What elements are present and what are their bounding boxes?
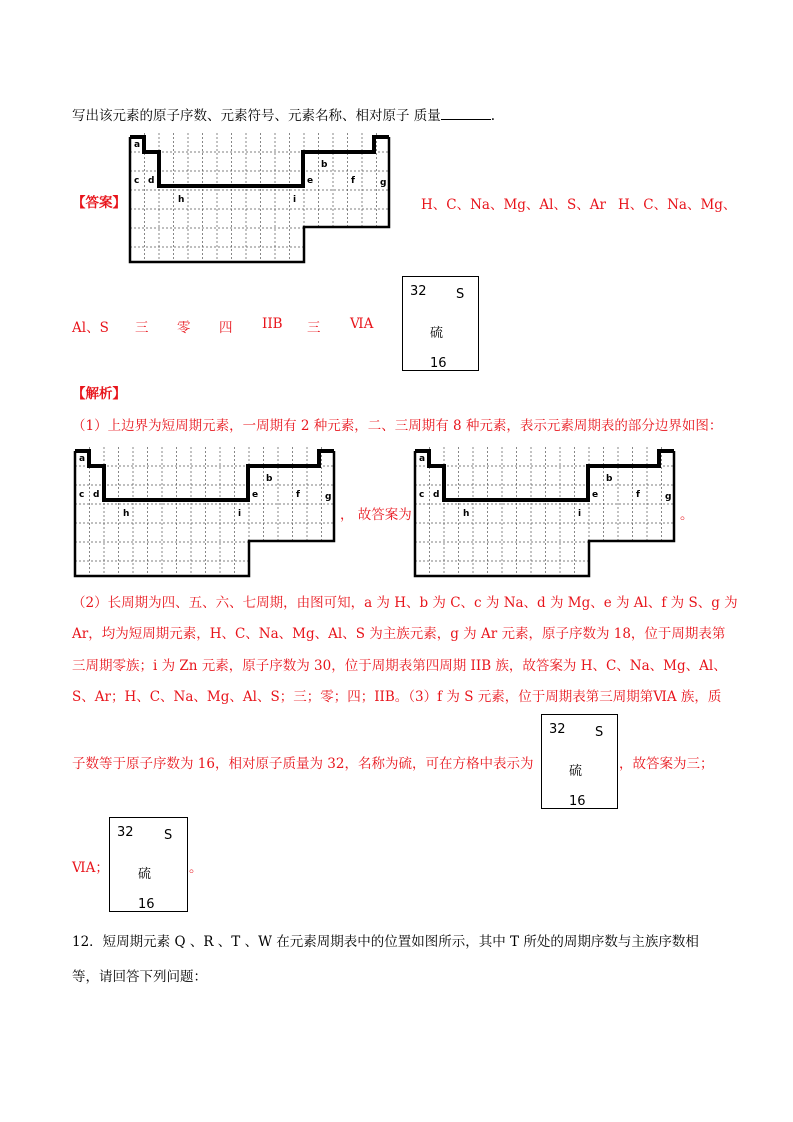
element-mass: 32 bbox=[549, 722, 566, 737]
element-label-f: f bbox=[296, 490, 300, 500]
analysis-p1-end: 。 bbox=[680, 507, 694, 523]
element-symbol: S bbox=[164, 828, 173, 843]
element-label-a: a bbox=[419, 454, 426, 464]
element-label-h: h bbox=[178, 195, 185, 205]
periodic-table-diagram bbox=[413, 445, 676, 578]
element-label-h: h bbox=[123, 509, 130, 519]
question-text: 写出该元素的原子序数、元素符号、元素名称、相对原子 质量 bbox=[72, 108, 441, 124]
periodic-table-svg bbox=[128, 131, 391, 264]
element-label-c: c bbox=[79, 490, 85, 500]
element-label-e: e bbox=[592, 490, 599, 500]
question-line bbox=[72, 104, 495, 124]
answer-item-6: 三 bbox=[307, 320, 321, 336]
element-name: 硫 bbox=[569, 764, 583, 779]
element-label-i: i bbox=[293, 195, 297, 205]
periodic-table-diagram bbox=[128, 131, 391, 264]
element-label-b: b bbox=[266, 474, 273, 484]
element-label-i: i bbox=[578, 509, 582, 519]
periodic-table-svg bbox=[413, 445, 676, 578]
element-label-d: d bbox=[148, 176, 155, 186]
answer-item-2: 三 bbox=[135, 320, 149, 336]
element-label-g: g bbox=[665, 492, 672, 502]
element-label-d: d bbox=[433, 490, 440, 500]
periodic-table-svg bbox=[73, 445, 336, 578]
element-label-c: c bbox=[134, 176, 140, 186]
analysis-label: 【解析】 bbox=[72, 386, 126, 402]
analysis-p2-line5: 子数等于原子序数为 16，相对原子质量为 32，名称为硫，可在方格中表示为 bbox=[72, 756, 534, 772]
element-mass: 32 bbox=[410, 284, 427, 299]
element-symbol: S bbox=[595, 725, 604, 740]
element-label-g: g bbox=[380, 178, 387, 188]
element-number: 16 bbox=[430, 356, 447, 371]
periodic-table-diagram bbox=[73, 445, 336, 578]
answer-label: 【答案】 bbox=[72, 195, 126, 211]
element-label-e: e bbox=[307, 176, 314, 186]
element-label-e: e bbox=[252, 490, 259, 500]
element-label-c: c bbox=[419, 490, 425, 500]
analysis-p1-mid: ， 故答案为 bbox=[340, 507, 412, 523]
element-box bbox=[541, 714, 618, 809]
q12-line2: 等，请回答下列问题： bbox=[72, 969, 207, 985]
analysis-p2-line1: （2）长周期为四、五、六、七周期，由图可知，a 为 H、b 为 C、c 为 Na、d 为 Mg、e 为 Al、f 为 S、g 为 bbox=[72, 595, 738, 611]
answer-text-b: H、C、Na、Mg、 bbox=[618, 197, 737, 213]
answer-item-1: Al、S bbox=[72, 320, 109, 336]
element-box bbox=[109, 817, 188, 912]
element-label-i: i bbox=[238, 509, 242, 519]
q12-line1: 12．短周期元素 Q 、R 、T 、W 在元素周期表中的位置如图所示，其中 T 所处的周期序数与主族序数相 bbox=[72, 934, 699, 950]
element-symbol: S bbox=[456, 287, 465, 302]
element-number: 16 bbox=[569, 794, 586, 809]
analysis-p2-line4: S、Ar；H、C、Na、Mg、Al、S；三；零；四；IIB。（3）f 为 S 元素，位于周期表第三周期第ⅥA 族，质 bbox=[72, 689, 722, 705]
blank-region bbox=[589, 541, 676, 578]
answer-item-4: 四 bbox=[219, 320, 233, 336]
element-label-d: d bbox=[93, 490, 100, 500]
element-label-f: f bbox=[351, 176, 355, 186]
analysis-p2-line5-end: ，故答案为三； bbox=[619, 756, 714, 772]
answer-item-7: ⅥA bbox=[350, 316, 374, 332]
element-box bbox=[402, 276, 479, 371]
element-label-a: a bbox=[79, 454, 86, 464]
analysis-p1: （1）上边界为短周期元素，一周期有 2 种元素，二、三周期有 8 种元素，表示元素周期表的部分边界如图： bbox=[72, 418, 723, 434]
element-name: 硫 bbox=[430, 326, 444, 341]
analysis-p2-line3: 三周期零族；i 为 Zn 元素，原子序数为 30，位于周期表第四周期 IIB 族，故答案为 H、C、Na、Mg、Al、 bbox=[72, 658, 727, 674]
blank-region bbox=[249, 541, 336, 578]
question-end: . bbox=[490, 108, 496, 124]
element-label-b: b bbox=[606, 474, 613, 484]
element-number: 16 bbox=[138, 897, 155, 912]
element-label-h: h bbox=[463, 509, 470, 519]
answer-item-3: 零 bbox=[177, 320, 191, 336]
element-name: 硫 bbox=[138, 867, 152, 882]
element-label-g: g bbox=[325, 492, 332, 502]
element-label-b: b bbox=[321, 160, 328, 170]
blank-region bbox=[304, 227, 391, 264]
analysis-p2-line2: Ar，均为短周期元素，H、C、Na、Mg、Al、S 为主族元素，g 为 Ar 元素，原子序数为 18，位于周期表第 bbox=[72, 626, 726, 642]
analysis-p2-line6: ⅥA； bbox=[72, 860, 109, 876]
element-mass: 32 bbox=[117, 825, 134, 840]
answer-text-a: H、C、Na、Mg、Al、S、Ar bbox=[421, 197, 606, 213]
element-label-f: f bbox=[636, 490, 640, 500]
answer-blank bbox=[441, 107, 491, 120]
element-label-a: a bbox=[134, 140, 141, 150]
answer-item-5: IIB bbox=[262, 316, 283, 332]
analysis-p2-line6-end: 。 bbox=[189, 860, 203, 876]
